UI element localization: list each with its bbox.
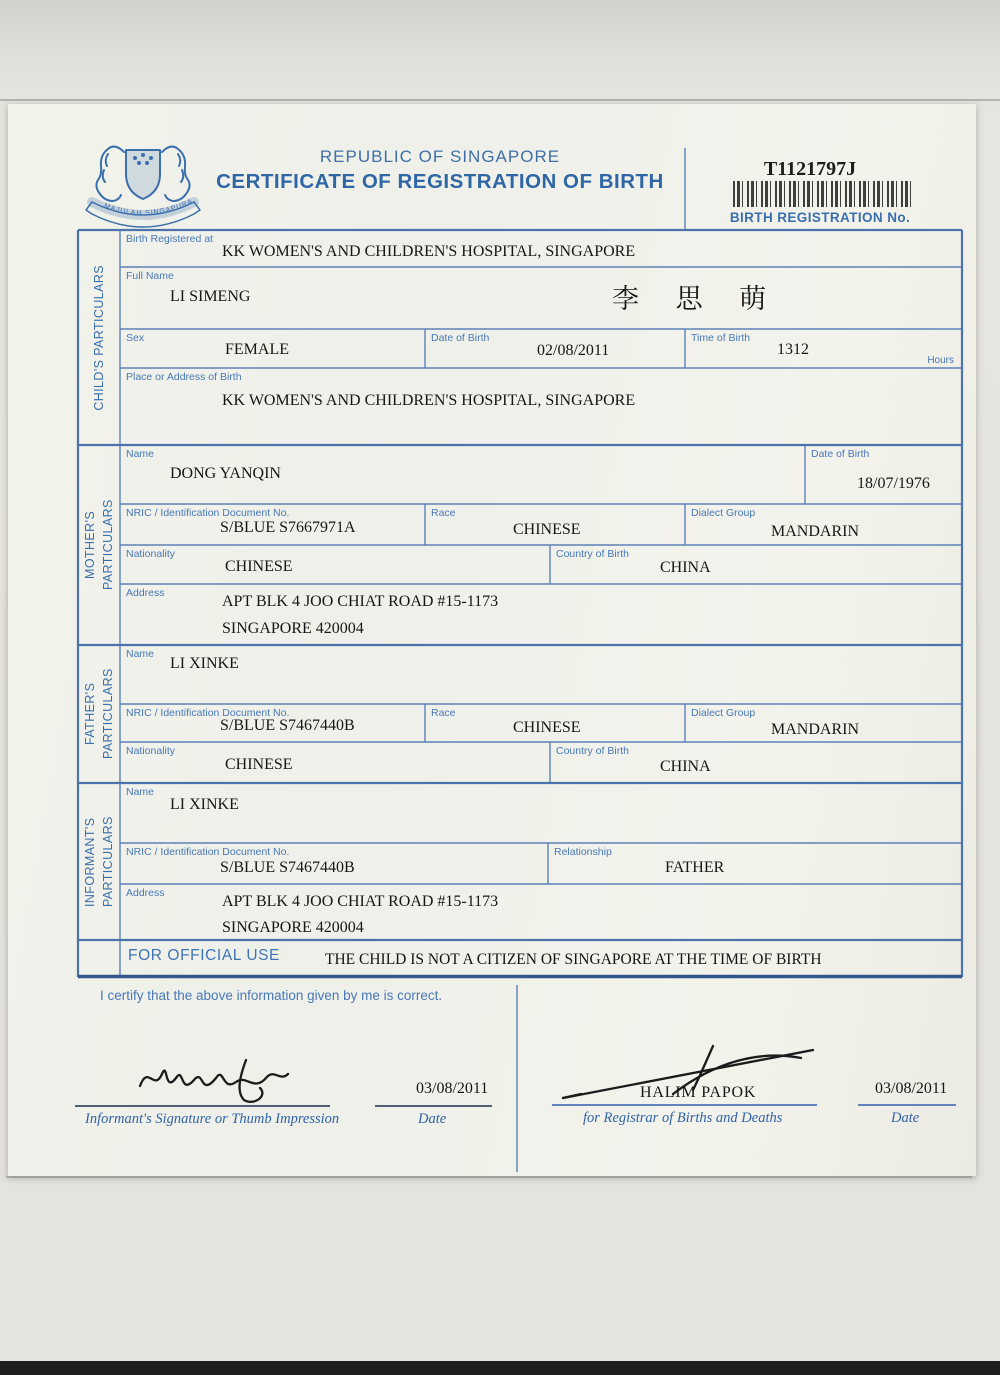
field-mother-nationality [120,545,550,584]
field-value: 1312 [777,341,809,358]
for-official-use-label: FOR OFFICIAL USE [128,947,280,964]
section-label: MOTHER'S PARTICULARS [82,499,115,591]
scanner-paper-edge-bottom [6,1176,972,1178]
field-value: CHINESE [513,521,581,538]
field-label: NRIC / Identification Document No. [126,707,290,719]
field-value: MANDARIN [771,721,859,738]
informant-date-caption: Date [418,1111,447,1127]
field-value: LI SIMENG [170,288,251,305]
field-full-name [120,267,962,329]
field-value: MANDARIN [771,523,859,540]
field-date-of-birth [425,329,685,368]
field-father-nationality [120,742,550,783]
registration-barcode [733,181,911,207]
field-label: Nationality [126,548,176,560]
field-label: Date of Birth [431,332,490,344]
field-value: LI XINKE [170,655,239,672]
field-label: Sex [126,332,145,344]
field-label: Race [431,507,456,519]
field-value-line1: APT BLK 4 JOO CHIAT ROAD #15-1173 [222,893,499,910]
informant-signature-caption: Informant's Signature or Thumb Impression [85,1111,340,1127]
section-father-particulars [78,645,120,783]
field-label: Name [126,648,155,660]
informant-date: 03/08/2011 [416,1080,489,1097]
field-value: KK WOMEN'S AND CHILDREN'S HOSPITAL, SINGAPORE [222,243,636,260]
field-label: Address [126,887,165,899]
field-birth-registered-at [120,230,962,267]
field-label: Race [431,707,456,719]
field-father-country-of-birth [550,742,962,783]
field-father-race [425,704,685,742]
section-informant-particulars [78,783,120,940]
scanner-dark-band [0,1361,1000,1375]
field-value: S/BLUE S7667971A [220,519,356,536]
field-informant-address [120,884,962,940]
field-label: Time of Birth [691,332,751,344]
field-label: Birth Registered at [126,233,213,245]
field-value: CHINESE [225,558,293,575]
section-label: FATHER'S PARTICULARS [82,668,115,760]
field-father-dialect-group [685,704,962,742]
field-value-line2: SINGAPORE 420004 [222,919,364,936]
registrar-date-caption: Date [891,1110,920,1126]
field-value: DONG YANQIN [170,465,281,482]
field-mother-country-of-birth [550,545,962,584]
certificate-title: CERTIFICATE OF REGISTRATION OF BIRTH [216,170,664,193]
field-value: 02/08/2011 [537,342,610,359]
field-value: CHINA [660,758,711,775]
birth-registration-number-label: BIRTH REGISTRATION No. [729,210,911,225]
registrar-date: 03/08/2011 [875,1080,948,1097]
field-sex [120,329,425,368]
field-label: Relationship [554,846,612,858]
field-label: Nationality [126,745,176,757]
field-value: CHINA [660,559,711,576]
birth-registration-number: T1121797J [763,158,857,180]
field-mother-address [120,584,962,645]
field-label: Country of Birth [556,548,629,560]
field-label: Place or Address of Birth [126,371,242,383]
field-label: Name [126,448,155,460]
field-label: Country of Birth [556,745,629,757]
field-value: FEMALE [225,341,289,358]
field-label: Name [126,786,155,798]
field-label: Dialect Group [691,507,756,519]
field-time-of-birth [685,329,962,368]
field-mother-dialect-group [685,504,962,545]
section-child-particulars [78,230,120,445]
field-place-of-birth [120,368,962,445]
field-value: FATHER [665,859,725,876]
section-label: CHILD'S PARTICULARS [91,264,106,411]
field-value-line1: APT BLK 4 JOO CHIAT ROAD #15-1173 [222,593,499,610]
field-father-nric [120,704,425,742]
field-informant-nric [120,843,548,884]
section-label: INFORMANT'S PARTICULARS [82,816,115,907]
field-label: NRIC / Identification Document No. [126,846,290,858]
section-mother-particulars [78,445,120,645]
field-value: S/BLUE S7467440B [220,717,355,734]
field-father-name [120,645,962,704]
field-label: NRIC / Identification Document No. [126,507,290,519]
field-informant-relationship [548,843,962,884]
registrar-caption: for Registrar of Births and Deaths [583,1110,783,1126]
field-value-chinese: 李 思 萌 [612,284,767,315]
certification-statement: I certify that the above information given by me is correct. [100,988,443,1003]
field-label: Full Name [126,270,174,282]
field-value: S/BLUE S7467440B [220,859,355,876]
for-official-use-row [78,940,962,977]
informant-signature-line [75,1105,330,1107]
registrar-signature-line [552,1104,817,1106]
field-mother-name [120,445,805,504]
field-value: LI XINKE [170,796,239,813]
field-value: CHINESE [513,719,581,736]
field-informant-name [120,783,962,843]
scanner-paper-edge [0,99,1000,101]
field-label: Address [126,587,165,599]
header-country: REPUBLIC OF SINGAPORE [319,147,561,166]
field-mother-nric [120,504,425,545]
field-value: CHINESE [225,756,293,773]
field-label: Date of Birth [811,448,870,460]
official-use-statement: THE CHILD IS NOT A CITIZEN OF SINGAPORE AT THE TIME OF BIRTH [325,951,822,968]
field-value: KK WOMEN'S AND CHILDREN'S HOSPITAL, SINGAPORE [222,392,636,409]
field-mother-race [425,504,685,545]
coat-of-arms-motto: MAJULAH SINGAPURA [102,197,195,218]
field-value: 18/07/1976 [857,475,930,492]
field-value-line2: SINGAPORE 420004 [222,620,364,637]
field-mother-date-of-birth [805,445,962,504]
field-label: Dialect Group [691,707,756,719]
registrar-date-line [858,1104,956,1106]
informant-date-line [375,1105,492,1107]
hours-unit-label: Hours [927,355,954,366]
registrar-name: HALIM PAPOK [640,1084,757,1101]
